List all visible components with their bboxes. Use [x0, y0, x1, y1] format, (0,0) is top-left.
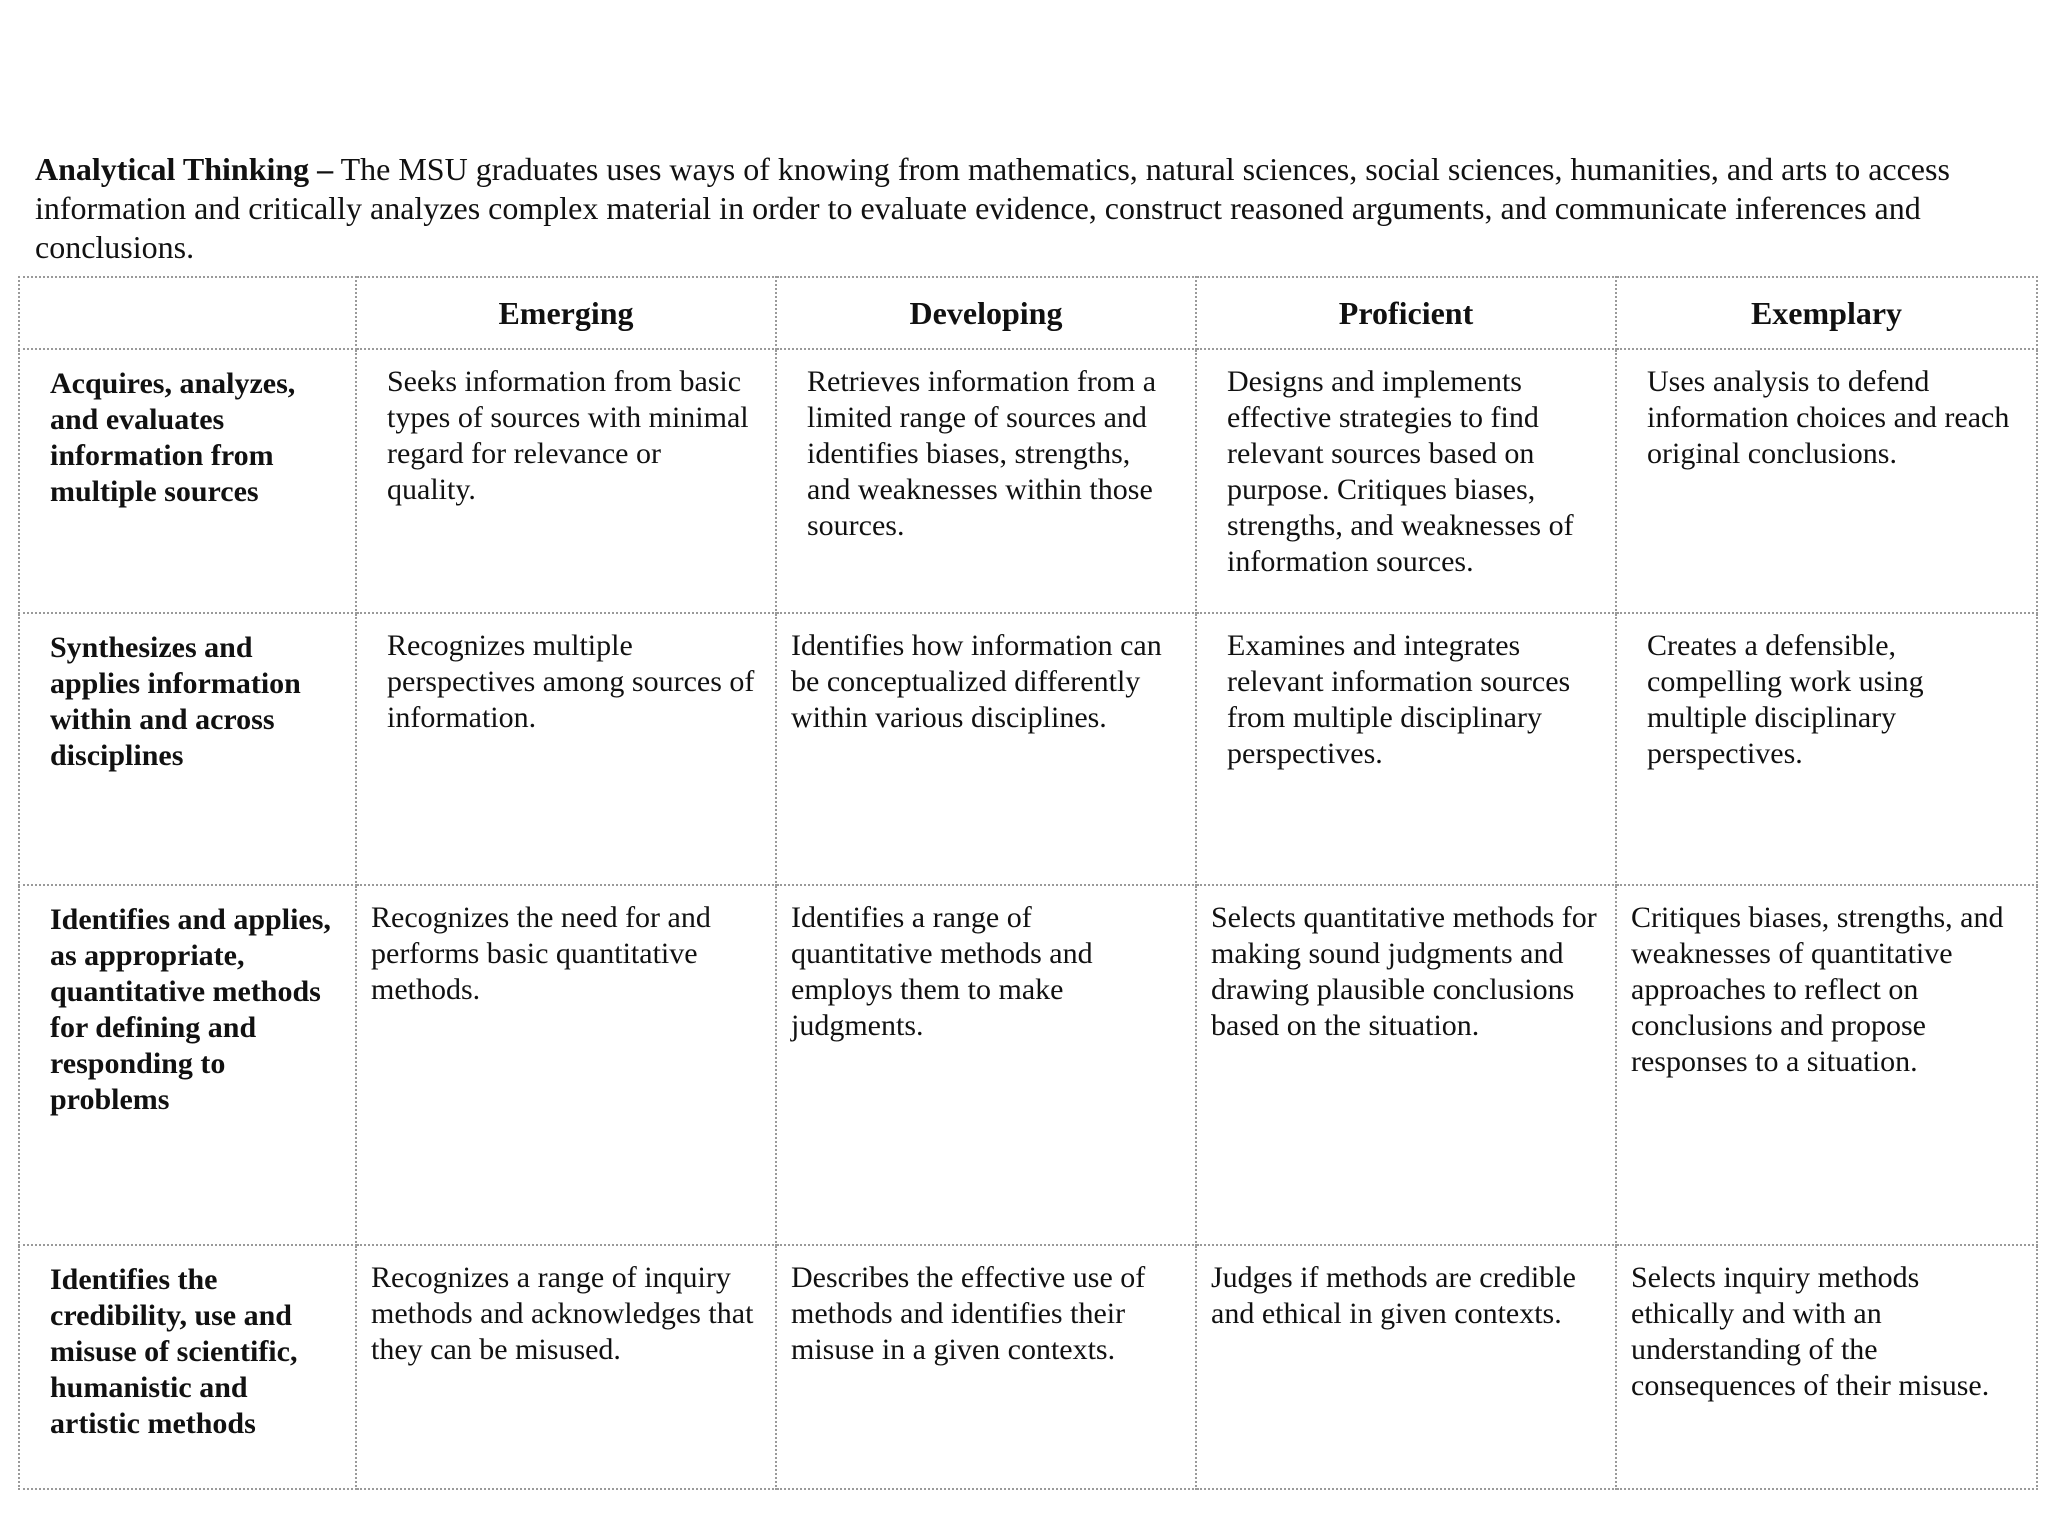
header-developing: Developing — [776, 277, 1196, 349]
proficient-cell: Designs and implements effective strategies to find relevant sources based on purpose. Critiques biases, strengths, and weaknesses of information sources. — [1196, 349, 1616, 613]
header-corner — [19, 277, 356, 349]
emerging-cell: Recognizes the need for and performs basic quantitative methods. — [356, 885, 776, 1245]
exemplary-cell: Uses analysis to defend information choices and reach original conclusions. — [1616, 349, 2037, 613]
emerging-cell: Recognizes multiple perspectives among sources of information. — [356, 613, 776, 885]
table-row — [19, 349, 2037, 613]
criterion-cell: Identifies the credibility, use and misuse of scientific, humanistic and artistic methods — [19, 1245, 356, 1489]
criterion-cell: Synthesizes and applies information within and across disciplines — [19, 613, 356, 885]
header-exemplary: Exemplary — [1616, 277, 2037, 349]
rubric-table — [18, 276, 2038, 1490]
header-row — [19, 277, 2037, 349]
header-proficient: Proficient — [1196, 277, 1616, 349]
intro-text: The MSU graduates uses ways of knowing from mathematics, natural sciences, social sciences, humanities, and arts to access information and critically analyzes complex material in order to evaluate evidence, construct reasoned arguments, and communicate inferences and conclusions. — [35, 151, 1950, 265]
emerging-cell: Recognizes a range of inquiry methods and acknowledges that they can be misused. — [356, 1245, 776, 1489]
table-row — [19, 1245, 2037, 1489]
exemplary-cell: Selects inquiry methods ethically and with an understanding of the consequences of their misuse. — [1616, 1245, 2037, 1489]
developing-cell: Identifies a range of quantitative methods and employs them to make judgments. — [776, 885, 1196, 1245]
proficient-cell: Judges if methods are credible and ethical in given contexts. — [1196, 1245, 1616, 1489]
header-emerging: Emerging — [356, 277, 776, 349]
proficient-cell: Selects quantitative methods for making sound judgments and drawing plausible conclusions based on the situation. — [1196, 885, 1616, 1245]
intro-paragraph — [35, 150, 2025, 267]
table-row — [19, 885, 2037, 1245]
exemplary-cell: Critiques biases, strengths, and weaknesses of quantitative approaches to reflect on conclusions and propose responses to a situation. — [1616, 885, 2037, 1245]
table-row — [19, 613, 2037, 885]
exemplary-cell: Creates a defensible, compelling work using multiple disciplinary perspectives. — [1616, 613, 2037, 885]
emerging-cell: Seeks information from basic types of sources with minimal regard for relevance or quality. — [356, 349, 776, 613]
intro-term: Analytical Thinking – — [35, 151, 334, 187]
developing-cell: Identifies how information can be conceptualized differently within various disciplines. — [776, 613, 1196, 885]
developing-cell: Retrieves information from a limited range of sources and identifies biases, strengths, and weaknesses within those sources. — [776, 349, 1196, 613]
criterion-cell: Identifies and applies, as appropriate, quantitative methods for defining and responding to problems — [19, 885, 356, 1245]
developing-cell: Describes the effective use of methods and identifies their misuse in a given contexts. — [776, 1245, 1196, 1489]
criterion-cell: Acquires, analyzes, and evaluates information from multiple sources — [19, 349, 356, 613]
proficient-cell: Examines and integrates relevant information sources from multiple disciplinary perspectives. — [1196, 613, 1616, 885]
